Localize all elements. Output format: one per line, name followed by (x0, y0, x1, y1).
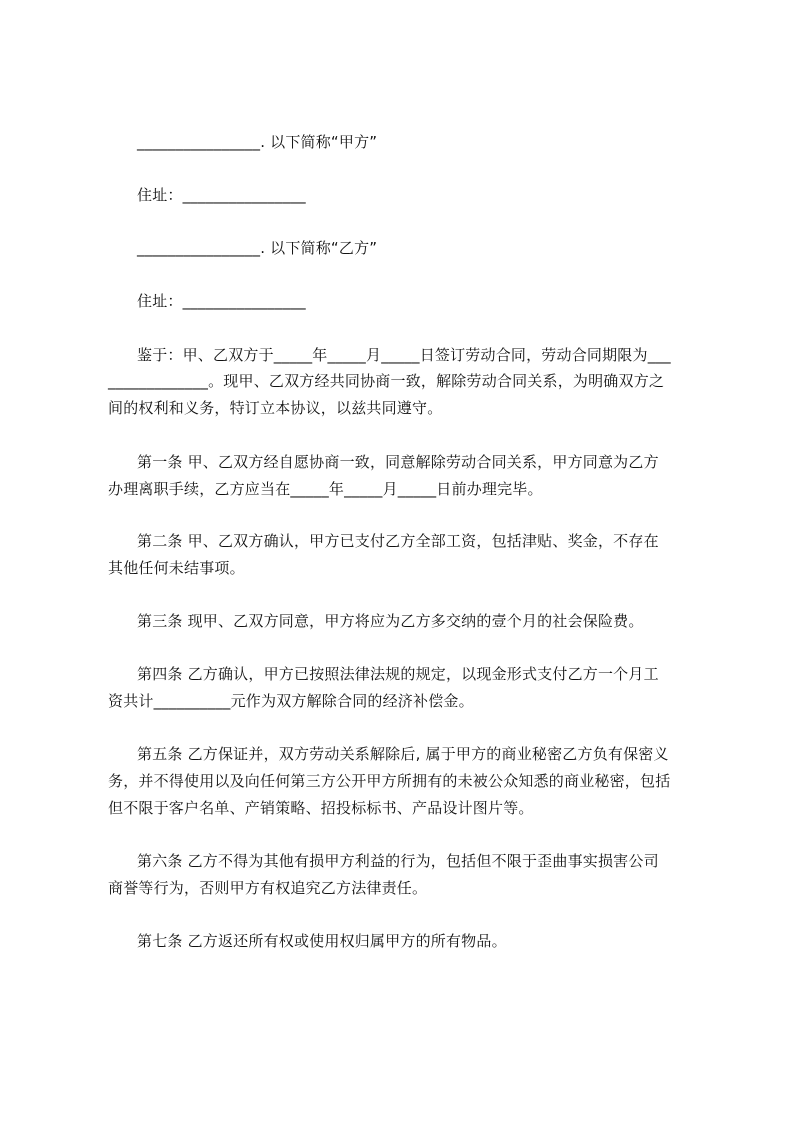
article-5-line-2: 务，并不得使用以及向任何第三方公开甲方所拥有的未被公众知悉的商业秘密，包括 (108, 772, 671, 790)
article-5-line-3: 但不限于客户名单、产销策略、招投标标书、产品设计图片等。 (108, 799, 534, 817)
party-b-line: ________________. 以下简称“乙方” (137, 239, 378, 257)
article-3-line-1: 第三条 现甲、乙双方同意，甲方将应为乙方多交纳的壹个月的社会保险费。 (137, 612, 644, 630)
article-1-line-2: 办理离职手续，乙方应当在_____年_____月_____日前办理完毕。 (108, 480, 543, 498)
article-1-line-1: 第一条 甲、乙双方经自愿协商一致，同意解除劳动合同关系，甲方同意为乙方 (137, 453, 659, 471)
party-a-line: ________________. 以下简称“甲方” (137, 133, 378, 151)
whereas-line-3: 间的权利和义务，特订立本协议，以兹共同遵守。 (108, 399, 443, 417)
article-7-line-1: 第七条 乙方返还所有权或使用权归属甲方的所有物品。 (137, 932, 507, 950)
article-4-line-1: 第四条 乙方确认，甲方已按照法律法规的规定，以现金形式支付乙方一个月工 (137, 665, 659, 683)
article-4-line-2: 资共计__________元作为双方解除合同的经济补偿金。 (108, 692, 474, 710)
article-2-line-1: 第二条 甲、乙双方确认，甲方已支付乙方全部工资，包括津贴、奖金，不存在 (137, 532, 659, 550)
whereas-line-1: 鉴于：甲、乙双方于_____年_____月_____日签订劳动合同，劳动合同期限为___ (137, 346, 671, 364)
party-b-address: 住址：________________ (137, 292, 306, 310)
whereas-line-2: _____________。现甲、乙双方经共同协商一致，解除劳动合同关系，为明确双方之 (108, 372, 665, 390)
article-6-line-2: 商誉等行为，否则甲方有权追究乙方法律责任。 (108, 879, 428, 897)
article-6-line-1: 第六条 乙方不得为其他有损甲方利益的行为，包括但不限于歪曲事实损害公司 (137, 852, 659, 870)
party-a-address: 住址：________________ (137, 186, 306, 204)
article-2-line-2: 其他任何未结事项。 (108, 559, 245, 577)
article-5-line-1: 第五条 乙方保证并，双方劳动关系解除后, 属于甲方的商业秘密乙方负有保密义 (137, 745, 669, 763)
